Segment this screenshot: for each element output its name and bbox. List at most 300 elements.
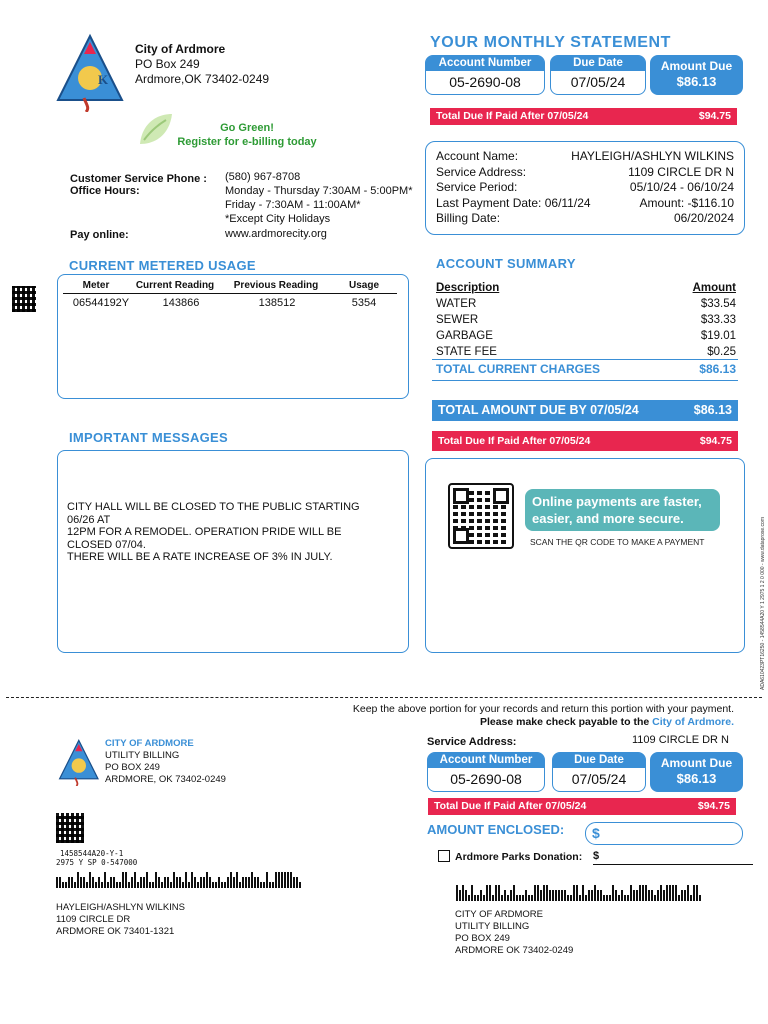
stub-due-date-value: 07/05/24 [571, 771, 627, 787]
barcode-bar [152, 882, 154, 888]
barcode-bar [576, 885, 578, 901]
barcode-bar [456, 885, 458, 901]
last-payment-date: Last Payment Date: 06/11/24 [436, 195, 591, 210]
barcode-bar [603, 895, 605, 901]
barcode-bar [86, 882, 88, 888]
barcode-bar [684, 890, 686, 901]
barcode-bar [561, 890, 563, 901]
barcode-bar [224, 882, 226, 888]
barcode-bar [230, 872, 232, 888]
table-row [436, 312, 736, 328]
service-address-label: Service Address: [436, 164, 527, 179]
service-period-value: 05/10/24 - 06/10/24 [629, 180, 734, 194]
barcode-bar [549, 890, 551, 901]
barcode-bar [77, 872, 79, 888]
barcode-bar [110, 877, 112, 888]
barcode-bar [293, 877, 295, 888]
barcode-bar [552, 890, 554, 901]
usage-value: 5354 [351, 297, 377, 309]
barcode-bar [128, 882, 130, 888]
go-green-subtitle: Register for e-billing today [177, 136, 317, 148]
usage-header-current: Current Reading [135, 280, 215, 291]
messages-body [67, 501, 402, 564]
stub-amount-due-label: Amount Due [660, 756, 733, 770]
pay-online-link[interactable]: www.ardmorecity.org [225, 228, 327, 240]
barcode-bar [564, 890, 566, 901]
barcode-bar [179, 877, 181, 888]
barcode-bar [540, 890, 542, 901]
sender-address [135, 42, 269, 87]
barcode-bar [648, 890, 650, 901]
remit-line: PO BOX 249 [455, 933, 510, 944]
barcode-bar [663, 890, 665, 901]
total-current-charges [436, 362, 736, 376]
barcode-bar [570, 895, 572, 901]
account-name-value: HAYLEIGH/ASHLYN WILKINS [571, 149, 734, 163]
barcode-bar [227, 877, 229, 888]
barcode-bar [612, 885, 614, 901]
barcode-bar [465, 890, 467, 901]
message-line: 12PM FOR A REMODEL. OPERATION PRIDE WILL BE [67, 526, 342, 538]
charge-amount: $19.01 [700, 330, 736, 342]
barcode-bar [687, 885, 689, 901]
barcode-bar [116, 882, 118, 888]
barcode-bar [245, 877, 247, 888]
stub-code [56, 849, 137, 867]
barcode-bar [140, 877, 142, 888]
barcode-bar [546, 885, 548, 901]
payable-instructions [480, 716, 734, 728]
billing-date-label: Billing Date: [436, 211, 501, 225]
barcode-bar [489, 885, 491, 901]
barcode-bar [483, 895, 485, 901]
barcode-bar [239, 882, 241, 888]
remit-line: UTILITY BILLING [455, 921, 530, 932]
barcode-bar [203, 877, 205, 888]
barcode-bar [161, 882, 163, 888]
promo-line: easier, and more secure. [532, 511, 684, 526]
usage-table [63, 280, 397, 309]
barcode-bar [278, 872, 280, 888]
summary-late-amount: $94.75 [699, 435, 732, 447]
return-line: UTILITY BILLING [105, 750, 180, 761]
barcode-bar [62, 882, 64, 888]
usage-header-previous: Previous Reading [233, 280, 319, 291]
barcode-bar [657, 890, 659, 901]
barcode-bar [528, 895, 530, 901]
barcode-bar [537, 885, 539, 901]
barcode-bar [627, 895, 629, 901]
amount-due-value: $86.13 [676, 74, 717, 89]
barcode-bar [191, 872, 193, 888]
barcode-bar [284, 872, 286, 888]
barcode-bar [660, 885, 662, 901]
barcode-bar [260, 882, 262, 888]
barcode-bar [495, 885, 497, 901]
barcode-bar [218, 877, 220, 888]
barcode-bar [269, 882, 271, 888]
due-date-value: 07/05/24 [570, 74, 626, 90]
barcode-bar [104, 872, 106, 888]
barcode-bar [492, 895, 494, 901]
donation-currency: $ [593, 850, 600, 862]
barcode-bar [89, 872, 91, 888]
barcode-bar [287, 872, 289, 888]
sender-address-line: PO Box 249 [135, 57, 200, 71]
charge-amount: $33.54 [700, 298, 736, 310]
barcode-bar [522, 895, 524, 901]
stub-service-label: Service Address: [427, 736, 517, 748]
barcode-bar [480, 890, 482, 901]
barcode-bar [468, 895, 470, 901]
amount-enclosed-field[interactable] [585, 822, 743, 845]
barcode-bar [681, 890, 683, 901]
keep-instructions: Keep the above portion for your records and return this portion with your payment. [352, 703, 734, 715]
barcode-bar [68, 877, 70, 888]
account-number-value: 05-2690-08 [449, 74, 521, 90]
service-address-value: 1109 CIRCLE DR N [628, 164, 734, 179]
barcode-bar [92, 877, 94, 888]
table-row [63, 297, 397, 309]
stub-2d-barcode [56, 813, 84, 843]
barcode-bar [95, 882, 97, 888]
summary-late-bar [432, 431, 738, 451]
summary-divider [432, 380, 738, 381]
stub-logo [58, 738, 102, 786]
barcode-bar [636, 890, 638, 901]
barcode-bar [654, 895, 656, 901]
barcode-bar [477, 895, 479, 901]
barcode-bar [125, 872, 127, 888]
barcode-bar [251, 872, 253, 888]
charge-description: WATER [436, 298, 477, 310]
customer-address-line: ARDMORE OK 73401-1321 [56, 926, 175, 937]
donation-field[interactable] [593, 850, 753, 865]
barcode-bar [507, 895, 509, 901]
message-line: CLOSED 07/04. [67, 538, 146, 551]
city-logo [56, 32, 128, 112]
barcode-bar [221, 882, 223, 888]
payment-promo-banner [525, 489, 720, 531]
return-line: PO BOX 249 [105, 762, 160, 773]
account-info [436, 149, 734, 227]
barcode-bar [555, 890, 557, 901]
barcode-bar [248, 877, 250, 888]
barcode-bar [633, 890, 635, 901]
barcode-bar [543, 885, 545, 901]
barcode-bar [98, 877, 100, 888]
barcode-bar [137, 882, 139, 888]
barcode-bar [597, 890, 599, 901]
barcode-bar [513, 885, 515, 901]
barcode-bar [531, 895, 533, 901]
previous-reading: 138512 [258, 297, 296, 309]
barcode-bar [459, 890, 461, 901]
barcode-bar [155, 872, 157, 888]
barcode-bar [206, 872, 208, 888]
barcode-bar [534, 885, 536, 901]
promo-caption: SCAN THE QR CODE TO MAKE A PAYMENT [530, 537, 705, 547]
barcode-bar [675, 885, 677, 901]
barcode-bar [275, 872, 277, 888]
summary-divider [432, 359, 738, 360]
barcode-bar [567, 895, 569, 901]
total-due-label: TOTAL AMOUNT DUE BY 07/05/24 [438, 403, 639, 417]
go-green-title: Go Green! [220, 122, 274, 134]
service-period-label: Service Period: [436, 180, 518, 194]
barcode-bar [624, 895, 626, 901]
stub-late-bar [428, 798, 736, 815]
remit-line: ARDMORE OK 73402-0249 [455, 945, 574, 956]
barcode-bar [699, 895, 701, 901]
late-payment-bar [430, 108, 737, 125]
payment-qr-code[interactable] [448, 483, 514, 549]
barcode-bar [107, 882, 109, 888]
barcode-bar [585, 895, 587, 901]
barcode-bar [582, 885, 584, 901]
barcode-bar [600, 890, 602, 901]
return-line: ARDMORE, OK 73402-0249 [105, 774, 226, 785]
printer-reference: ADA610423PT16250 - 1458544A20 Y 1 2975 1 2 0 000 - www.dataprose.com [760, 517, 766, 690]
total-due-value: $86.13 [693, 403, 732, 417]
go-green-notice [160, 121, 334, 149]
customer-postal-barcode [56, 872, 301, 888]
amount-enclosed-label: AMOUNT ENCLOSED: [427, 822, 565, 837]
stub-account-number-value: 05-2690-08 [450, 771, 522, 787]
table-row [436, 328, 736, 344]
barcode-bar [83, 877, 85, 888]
due-date-label: Due Date [551, 56, 645, 71]
stub-code-line: 2975 Y SP 0-547000 [56, 858, 138, 867]
barcode-bar [666, 885, 668, 901]
barcode-bar [609, 895, 611, 901]
barcode-bar [504, 890, 506, 901]
total-amount-due-bar [432, 400, 738, 421]
barcode-bar [558, 890, 560, 901]
phone-value: (580) 967-8708 [225, 171, 301, 183]
barcode-bar [486, 885, 488, 901]
message-line: 06/26 AT [67, 513, 111, 526]
stub-amount-due-value: $86.13 [676, 771, 717, 786]
customer-name: HAYLEIGH/ASHLYN WILKINS [56, 902, 185, 913]
donation-checkbox[interactable] [438, 850, 450, 862]
messages-title: IMPORTANT MESSAGES [69, 430, 229, 445]
hours-label: Office Hours: [70, 185, 140, 197]
barcode-bar [212, 882, 214, 888]
barcode-bar [642, 885, 644, 901]
amount-due-box [650, 55, 743, 95]
barcode-bar [525, 890, 527, 901]
barcode-bar [651, 890, 653, 901]
total-current-value: $86.13 [699, 362, 736, 376]
usage-title: CURRENT METERED USAGE [69, 258, 256, 273]
remit-name: CITY OF ARDMORE [455, 909, 543, 920]
barcode-bar [281, 872, 283, 888]
barcode-bar [194, 877, 196, 888]
barcode-bar [588, 890, 590, 901]
barcode-bar [167, 877, 169, 888]
current-reading: 143866 [162, 297, 200, 309]
barcode-bar [462, 885, 464, 901]
barcode-bar [630, 885, 632, 901]
barcode-bar [164, 877, 166, 888]
barcode-bar [170, 882, 172, 888]
late-payment-amount: $94.75 [698, 110, 731, 122]
barcode-bar [669, 885, 671, 901]
barcode-bar [59, 877, 61, 888]
barcode-bar [263, 882, 265, 888]
billing-date-value: 06/20/2024 [673, 211, 734, 225]
barcode-bar [693, 885, 695, 901]
summary-header-amount: Amount [692, 282, 736, 294]
barcode-bar [188, 882, 190, 888]
barcode-bar [591, 890, 593, 901]
usage-header-meter: Meter [82, 280, 110, 291]
barcode-bar [690, 895, 692, 901]
barcode-bar [122, 872, 124, 888]
barcode-bar [290, 872, 292, 888]
sender-name: City of Ardmore [135, 42, 226, 56]
barcode-bar [131, 877, 133, 888]
table-row [436, 296, 736, 312]
charge-amount: $0.25 [707, 346, 736, 358]
charge-description: GARBAGE [436, 330, 493, 342]
stub-due-date-label: Due Date [553, 753, 645, 768]
tracking-barcode [12, 286, 36, 312]
account-number-label: Account Number [426, 56, 544, 71]
barcode-bar [606, 895, 608, 901]
charge-description: SEWER [436, 314, 479, 326]
barcode-bar [80, 877, 82, 888]
barcode-bar [471, 885, 473, 901]
pay-online-label: Pay online: [70, 229, 129, 241]
barcode-bar [639, 885, 641, 901]
barcode-bar [215, 882, 217, 888]
barcode-bar [158, 877, 160, 888]
barcode-bar [678, 895, 680, 901]
barcode-bar [242, 877, 244, 888]
barcode-bar [573, 885, 575, 901]
barcode-bar [101, 882, 103, 888]
tear-line [6, 697, 762, 698]
customer-address [56, 902, 185, 938]
summary-header-description: Description [436, 282, 500, 294]
charge-amount: $33.33 [700, 314, 736, 326]
barcode-bar [615, 890, 617, 901]
barcode-bar [299, 882, 301, 888]
barcode-bar [74, 882, 76, 888]
charge-description: STATE FEE [436, 346, 497, 358]
remit-address [455, 909, 573, 957]
late-payment-label: Total Due If Paid After 07/05/24 [436, 110, 589, 122]
amount-enclosed-currency: $ [592, 825, 600, 841]
stub-account-number-label: Account Number [428, 753, 544, 768]
stub-late-amount: $94.75 [697, 800, 730, 812]
barcode-bar [143, 877, 145, 888]
amount-due-label: Amount Due [660, 59, 733, 73]
last-payment-amount: Amount: -$116.10 [639, 195, 734, 210]
barcode-bar [173, 872, 175, 888]
stub-amount-due-box [650, 752, 743, 792]
barcode-bar [257, 877, 259, 888]
barcode-bar [113, 877, 115, 888]
customer-address-line: 1109 CIRCLE DR [56, 914, 131, 925]
total-current-label: TOTAL CURRENT CHARGES [436, 362, 601, 376]
summary-table [436, 280, 736, 360]
message-line: CITY HALL WILL BE CLOSED TO THE PUBLIC STARTING [67, 501, 360, 513]
hours-value: Monday - Thursday 7:30AM - 5:00PM* [225, 185, 413, 197]
logo-letter: K [98, 72, 109, 87]
barcode-bar [272, 882, 274, 888]
barcode-bar [474, 895, 476, 901]
stub-code-line: 1458544A20-Y-1 [60, 849, 124, 858]
stub-service-value: 1109 CIRCLE DR N [632, 734, 729, 746]
barcode-bar [71, 877, 73, 888]
sender-address-line: Ardmore,OK 73402-0249 [135, 72, 270, 86]
hours-note: *Except City Holidays [225, 213, 331, 225]
barcode-bar [209, 877, 211, 888]
barcode-bar [516, 895, 518, 901]
barcode-bar [200, 877, 202, 888]
barcode-bar [119, 882, 121, 888]
promo-line: Online payments are faster, [532, 494, 702, 509]
barcode-bar [510, 890, 512, 901]
barcode-bar [672, 885, 674, 901]
barcode-bar [65, 882, 67, 888]
barcode-bar [197, 882, 199, 888]
barcode-bar [185, 872, 187, 888]
table-row [436, 344, 736, 360]
barcode-bar [579, 895, 581, 901]
barcode-bar [149, 882, 151, 888]
barcode-bar [146, 872, 148, 888]
hours-value: Friday - 7:30AM - 11:00AM* [225, 199, 361, 211]
usage-header-usage: Usage [348, 280, 379, 291]
barcode-bar [621, 890, 623, 901]
remit-postal-barcode [456, 885, 701, 901]
barcode-bar [266, 872, 268, 888]
barcode-bar [134, 872, 136, 888]
return-address [105, 738, 226, 786]
donation-label: Ardmore Parks Donation: [455, 851, 583, 863]
barcode-bar [176, 877, 178, 888]
barcode-bar [182, 882, 184, 888]
barcode-bar [696, 885, 698, 901]
barcode-bar [645, 885, 647, 901]
summary-title: ACCOUNT SUMMARY [436, 256, 576, 271]
barcode-bar [254, 877, 256, 888]
phone-label: Customer Service Phone : [70, 173, 207, 185]
payable-prefix: Please make check payable to the [479, 716, 650, 728]
barcode-bar [233, 877, 235, 888]
account-name-label: Account Name: [436, 149, 519, 163]
message-line: THERE WILL BE A RATE INCREASE OF 3% IN JULY. [67, 551, 333, 563]
barcode-bar [501, 895, 503, 901]
barcode-bar [236, 872, 238, 888]
barcode-bar [594, 885, 596, 901]
stub-late-label: Total Due If Paid After 07/05/24 [434, 800, 587, 812]
barcode-bar [56, 877, 58, 888]
barcode-bar [296, 877, 298, 888]
meter-number: 06544192Y [72, 297, 130, 309]
barcode-bar [519, 895, 521, 901]
statement-title: YOUR MONTHLY STATEMENT [430, 34, 672, 51]
return-name: CITY OF ARDMORE [105, 738, 194, 749]
barcode-bar [618, 895, 620, 901]
payable-city: City of Ardmore. [652, 716, 734, 728]
summary-late-label: Total Due If Paid After 07/05/24 [438, 435, 591, 447]
barcode-bar [498, 885, 500, 901]
